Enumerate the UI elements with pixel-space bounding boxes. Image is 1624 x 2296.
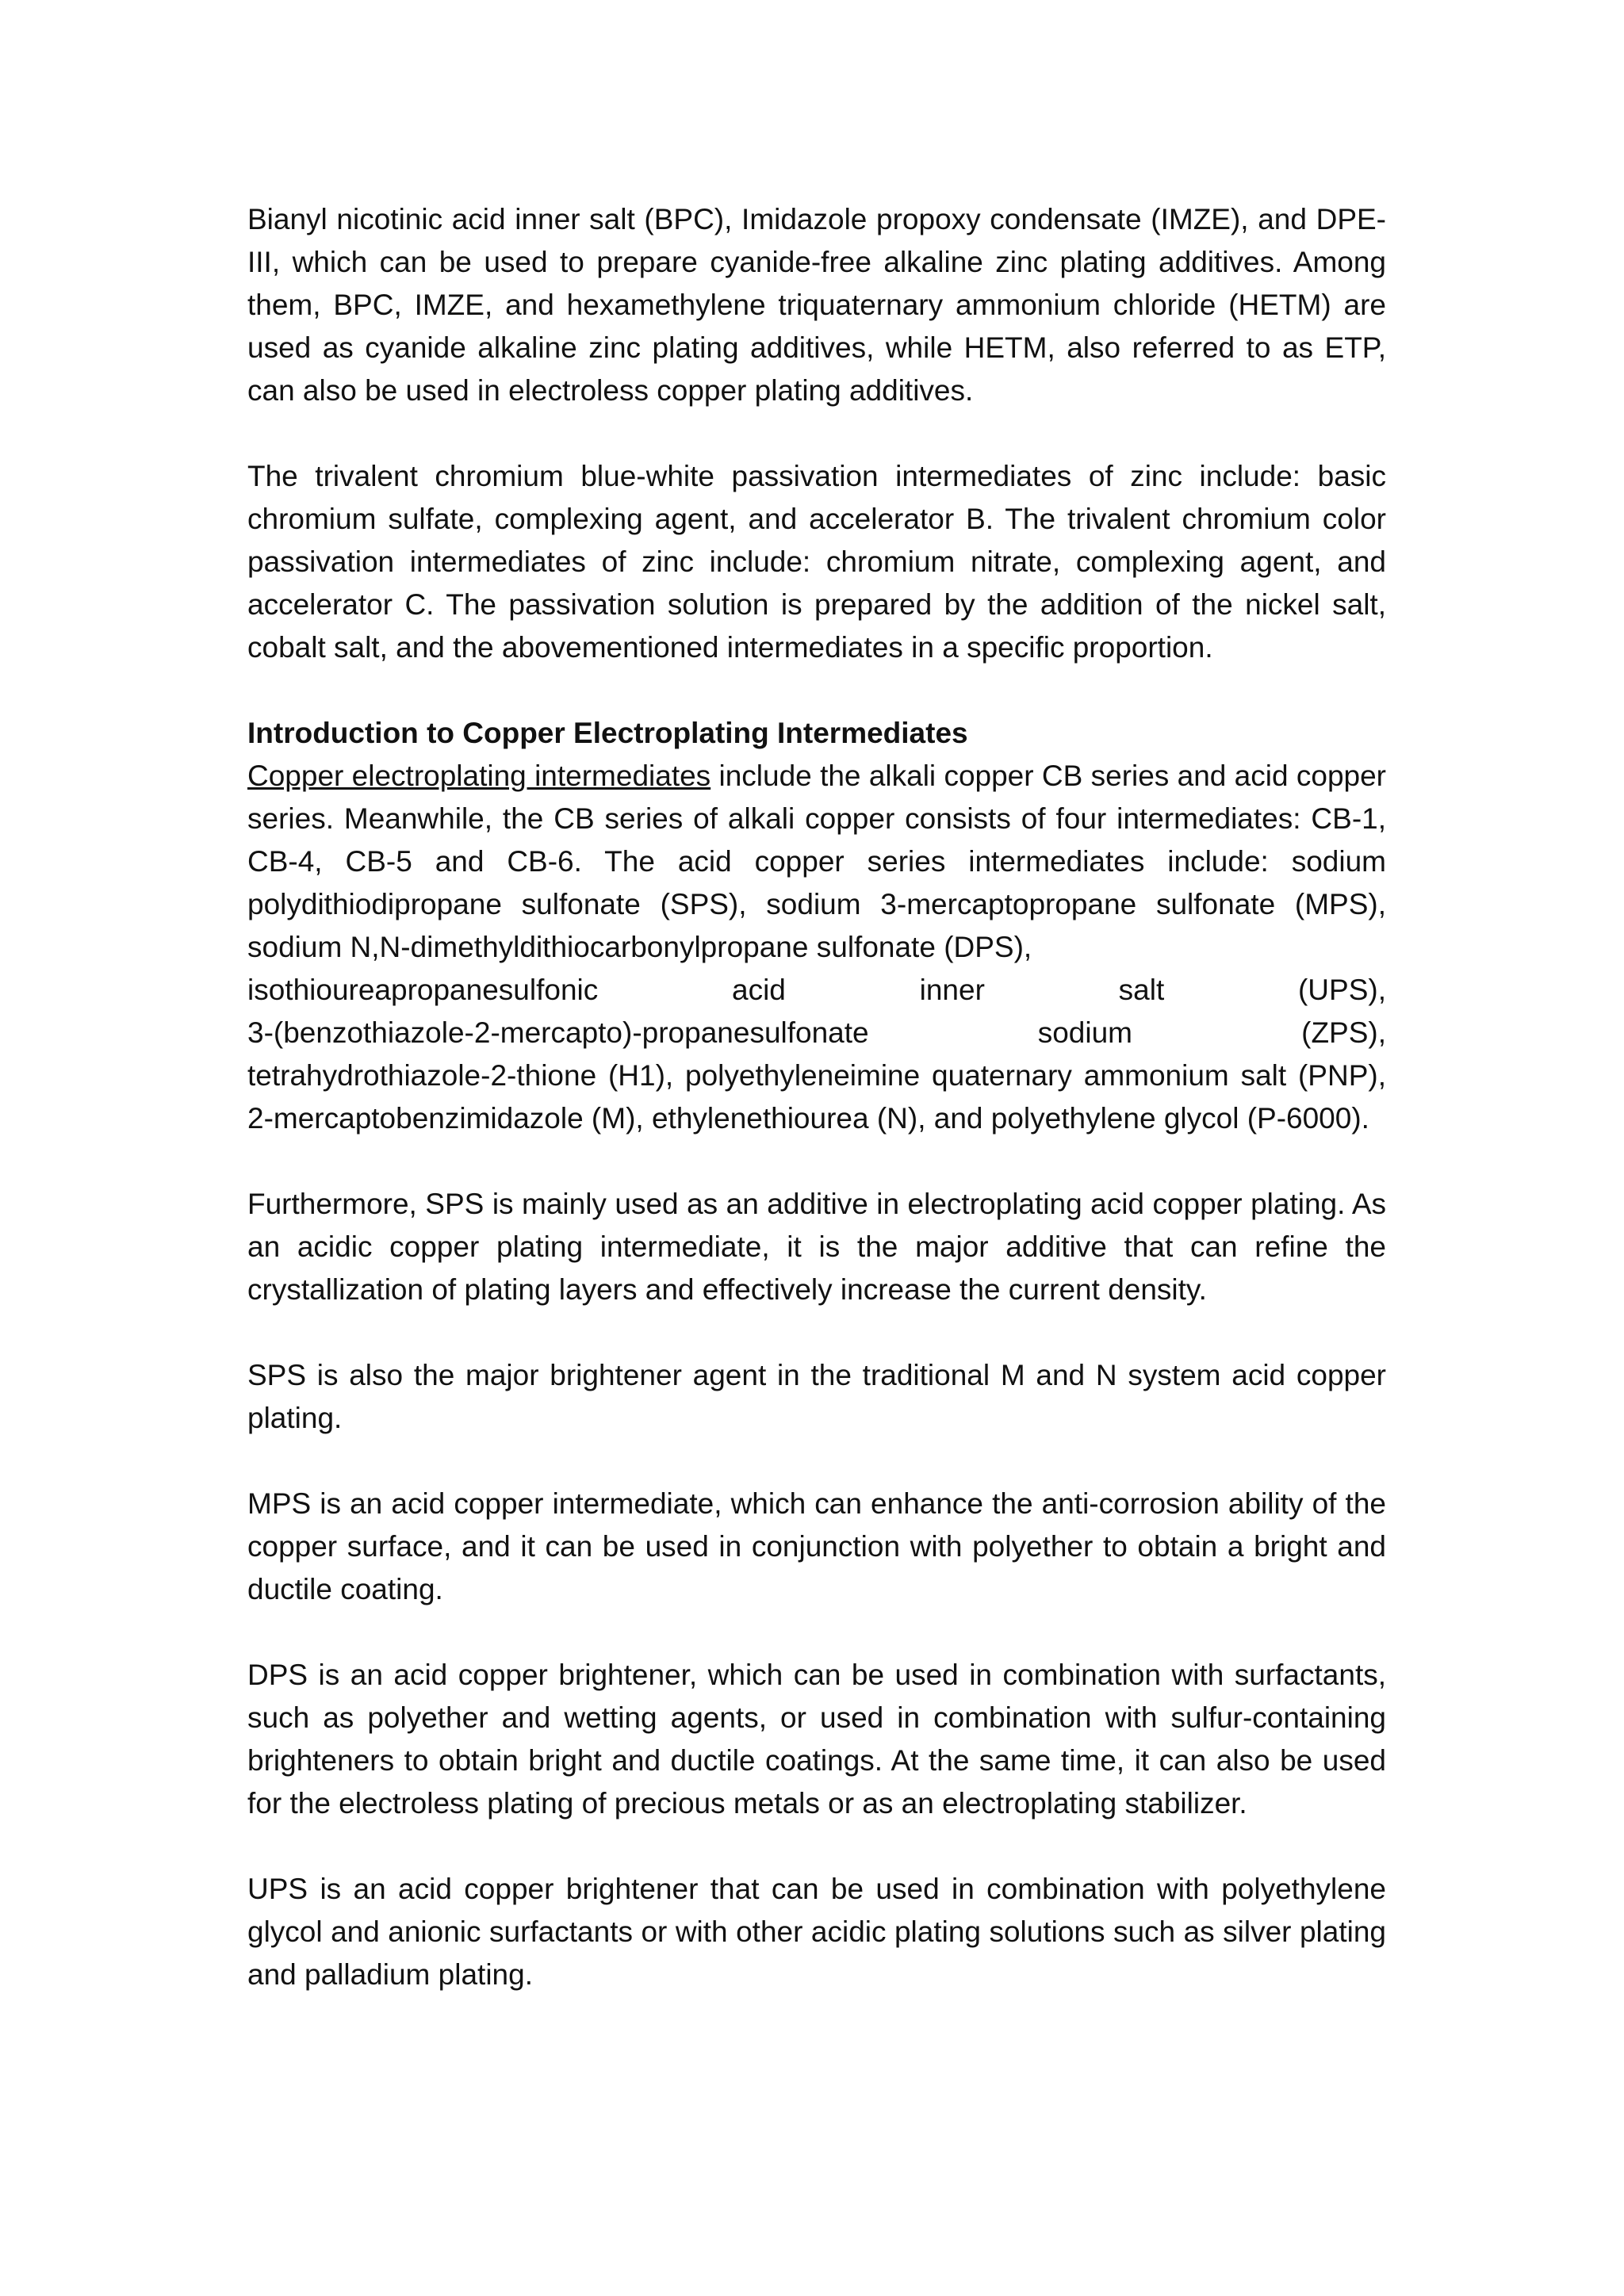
paragraph-sps-additive: Furthermore, SPS is mainly used as an additive in electroplating acid copper plating. As an acidic copper plating intermediate, it is the major additive that can refine the crystallization of plating layers and effectively increase the current density. — [247, 1188, 1386, 1306]
copper-intro-text: include the alkali copper CB series and acid copper series. Meanwhile, the CB series of alkali copper consists of four intermediates: CB-1, CB-4, CB-5 and CB-6. The acid copper series intermediates include: sodium polydithiodipropane sulfonate (SPS), sodium 3-mercaptopropane sulfonate (MPS), sodium N,N-dimethyldithiocarbonylpropane sulfonate (DPS), — [247, 760, 1386, 963]
paragraph-ups: UPS is an acid copper brightener that can be used in combination with polyethylene glycol and anionic surfactants or with other acidic plating solutions such as silver plating and palladium plating. — [247, 1873, 1386, 1991]
paragraph-dps: DPS is an acid copper brightener, which can be used in combination with surfactants, such as polyether and wetting agents, or used in combination with sulfur-containing brighteners to obtain bright and ductile coatings. At the same time, it can also be used for the electroless plating of precious metals or as an electroplating stabilizer. — [247, 1659, 1386, 1820]
document-page — [247, 198, 1386, 2039]
section-copper-intermediates — [247, 712, 1386, 1140]
line-zps: 3-(benzothiazole-2-mercapto)-propanesulfonate sodium (ZPS), — [247, 1016, 1386, 1049]
paragraph-passivation: The trivalent chromium blue-white passivation intermediates of zinc include: basic chromium sulfate, complexing agent, and accelerator B. The trivalent chromium color passivation intermediates of zinc include: chromium nitrate, complexing agent, and accelerator C. The passivation solution is prepared by the addition of the nickel salt, cobalt salt, and the abovementioned intermediates in a specific proportion. — [247, 460, 1386, 664]
paragraph-copper-intro — [247, 755, 1386, 1140]
line-ups: isothioureapropanesulfonic acid inner salt (UPS), — [247, 974, 1386, 1006]
copper-tail-text: tetrahydrothiazole-2-thione (H1), polyethyleneimine quaternary ammonium salt (PNP), 2-mercaptobenzimidazole (M), ethylenethiourea (N), and polyethylene glycol (P-6000). — [247, 1059, 1386, 1135]
copper-intermediates-link[interactable]: Copper electroplating intermediates — [247, 760, 711, 792]
section-heading: Introduction to Copper Electroplating Intermediates — [247, 717, 968, 749]
paragraph-sps-brightener: SPS is also the major brightener agent in the traditional M and N system acid copper plating. — [247, 1359, 1386, 1434]
paragraph-zinc-additives: Bianyl nicotinic acid inner salt (BPC), Imidazole propoxy condensate (IMZE), and DPE-III, which can be used to prepare cyanide-free alkaline zinc plating additives. Among them, BPC, IMZE, and hexamethylene triquaternary ammonium chloride (HETM) are used as cyanide alkaline zinc plating additives, while HETM, also referred to as ETP, can also be used in electroless copper plating additives. — [247, 203, 1386, 407]
paragraph-mps: MPS is an acid copper intermediate, which can enhance the anti-corrosion ability of the copper surface, and it can be used in conjunction with polyether to obtain a bright and ductile coating. — [247, 1487, 1386, 1605]
